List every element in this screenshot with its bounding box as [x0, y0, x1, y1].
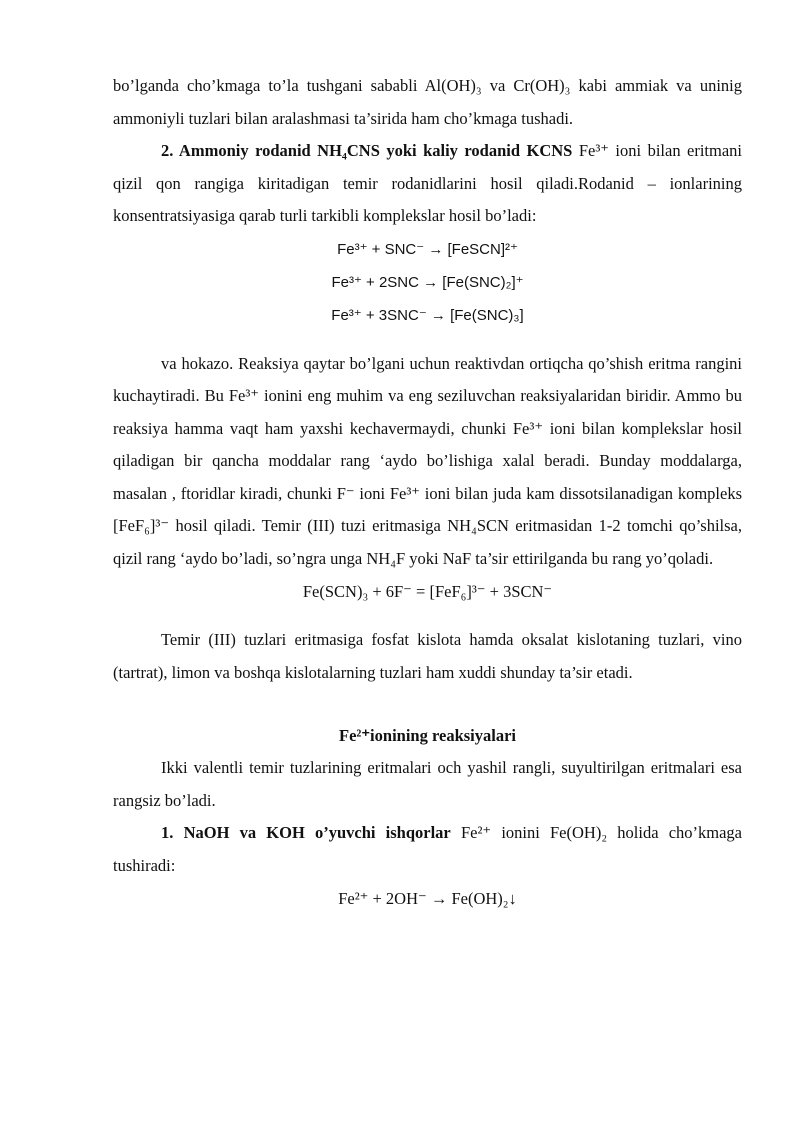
- section-heading-fe2: Fe²⁺ionining reaksiyalari: [339, 726, 516, 745]
- paragraph-temir-tuzlari: Temir (III) tuzlari eritmasiga fosfat kislota hamda oksalat kislotaning tuzlari, vino (tartrat), limon va boshqa kislotalarning tuzlari ham xuddi shunday ta’sir etadi.: [113, 630, 742, 682]
- paragraph-ikki-valentli: Ikki valentli temir tuzlarining eritmalari och yashil rangli, suyultirilgan eritmalari esa rangsiz bo’ladi.: [113, 758, 742, 810]
- paragraph-reaksiya: va hokazo. Reaksiya qaytar bo’lgani uchun reaktivdan ortiqcha qo’shish eritma rangini kuchaytiradi. Bu Fe³⁺ ionini eng muhim va eng seziluvchan reaksiyalaridan biridir. Ammo bu reaksiya hamma vaqt ham yaxshi kechavermaydi, chunki Fe³⁺ ioni bilan komplekslar hosil qiladigan bir qancha moddalar rang ‘aydo bo’lishiga xalal beradi. Bunday moddalarga, masalan , ftoridlar kiradi, chunki F⁻ ioni Fe³⁺ ioni bilan juda kam dissotsilanadigan kompleks [FeF₆]³⁻ hosil qiladi. Temir (III) tuzi eritmasiga NH₄SCN eritmasidan 1-2 tomchi qo’shilsa, qizil rang ‘aydo bo’ladi, so’ngra unga NH₄F yoki NaF ta’sir ettirilganda bu rang yo’qoladi.: [113, 353, 742, 568]
- equation-5: Fe²⁺ + 2OH⁻ → Fe(OH)₂↓: [338, 889, 517, 908]
- paragraph-ammoniy-rodanid: [113, 135, 742, 233]
- paragraph-intro: bo’lganda cho’kmaga to’la tushgani sababli Al(OH)₃ va Cr(OH)₃ kabi ammiak va uninig ammoniyli tuzlari bilan aralashmasi ta’sirida ham cho’kmaga tushadi.: [113, 76, 742, 128]
- equation-3: Fe³⁺ + 3SNC⁻ → [Fe(SNC)₃]: [331, 306, 524, 324]
- equation-1: Fe³⁺ + SNC⁻ → [FeSCN]²⁺: [337, 240, 518, 258]
- equation-4: Fe(SCN)₃ + 6F⁻ = [FeF₆]³⁻ + 3SCN⁻: [302, 582, 553, 601]
- paragraph-ammoniy-rodanid-text: Fe³⁺ ioni bilan eritmani qizil qon rangiga kiritadigan temir rodanidlarini hosil qiladi.Rodanid – ionlarining konsentratsiyasiga qarab turli tarkibli komplekslar hosil bo’ladi:: [113, 141, 743, 225]
- equation-2: Fe³⁺ + 2SNC → [Fe(SNC)₂]⁺: [331, 273, 524, 291]
- paragraph-naoh-koh: [113, 817, 742, 882]
- reagent-heading-naoh: 1. NaOH va KOH o’yuvchi ishqorlar: [161, 823, 451, 842]
- reagent-heading-rodanid: 2. Ammoniy rodanid NH₄CNS yoki kaliy rodanid KCNS: [161, 141, 573, 160]
- document-page: [113, 70, 742, 915]
- paragraph-naoh-koh-text: Fe²⁺ ionini Fe(OH)₂ holida cho’kmaga tushiradi:: [113, 823, 743, 875]
